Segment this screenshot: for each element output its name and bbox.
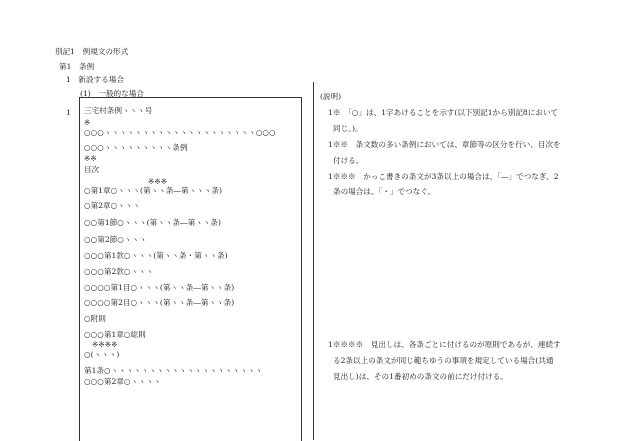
explanation-note: 1※※ 条文数の多い条例においては、章節等の区分を行い、目次を [328,140,561,149]
example-line: ○(ヽヽヽ) [84,350,120,359]
page-title: 別記1 例規文の形式 [55,47,129,56]
example-line: ○第2章○ヽヽヽ [84,201,141,210]
example-line: ○○○ヽヽヽヽヽヽヽヽヽヽヽヽヽヽヽヽヽヽヽヽ○○○ [84,128,276,137]
example-line: ○第1章○ヽヽヽ(第ヽヽ条―第ヽヽヽ条) [84,186,222,195]
example-line: ○○○ヽヽヽヽヽヽヽヽヽ条例 [84,143,188,152]
example-line: ○○○第1款○ヽヽヽ(第ヽヽ条・第ヽヽ条) [84,251,228,260]
example-line: ○○○第2章○ヽヽヽヽ [84,377,161,386]
item-number: 1 [66,108,71,117]
column-divider [313,82,314,440]
explanation-note: 条の場合は、「・」でつなぐ。 [333,187,436,196]
example-line: ○○○○第2目○ヽヽヽ(第ヽヽ条―第ヽヽ条) [84,298,235,307]
subsubsection-heading: (1) 一般的な場合 [80,89,144,98]
example-line: 目次 [84,165,100,174]
explanation-heading: (説明) [320,92,342,101]
explanation-note: 1※ 「○」は、1字あけることを示す(以下別記1から別記8において [328,108,559,117]
example-line: ○○○○第1目○ヽヽヽ(第ヽヽ条―第ヽヽ条) [84,283,235,292]
subsection-heading: 1 新設する場合 [66,75,124,84]
example-line: 三宅村条例ヽヽヽ号 [84,106,153,115]
example-line: ※※※※ [92,340,118,349]
example-line: ○○第2節○ヽヽヽ [84,235,147,244]
example-line: ○附則 [84,314,106,323]
explanation-note: 見出し)は、その1番初めの条文の前にだけ付ける。 [333,372,508,381]
section-heading: 第1 条例 [59,62,95,71]
example-line: ※※ [84,154,97,163]
example-line: ○○○第1章○総則 [84,330,146,339]
example-line: 第1条○ヽヽヽヽヽヽヽヽヽヽヽヽヽヽヽヽヽヽヽヽ [84,366,263,375]
example-line: ※※※ [148,177,168,186]
example-line: ○○第1節○ヽヽヽ(第ヽヽ条―第ヽヽ条) [84,218,221,227]
explanation-note: 1※※※※ 見出しは、各条ごとに付けるのが原則であるが、連続す [328,340,561,349]
explanation-note: る2条以上の条文が同じ範ちゆうの事項を規定している場合(共通 [333,356,554,365]
explanation-note: 付ける。 [333,156,364,165]
explanation-note: 1※※※ かっこ書きの条文が3条以上の場合は、「―」でつなぎ、2 [328,172,559,181]
example-line: ○○○第2款○ヽヽヽ [84,267,154,276]
explanation-note: 同じ。)。 [333,124,363,133]
example-line: ※ [84,118,91,127]
